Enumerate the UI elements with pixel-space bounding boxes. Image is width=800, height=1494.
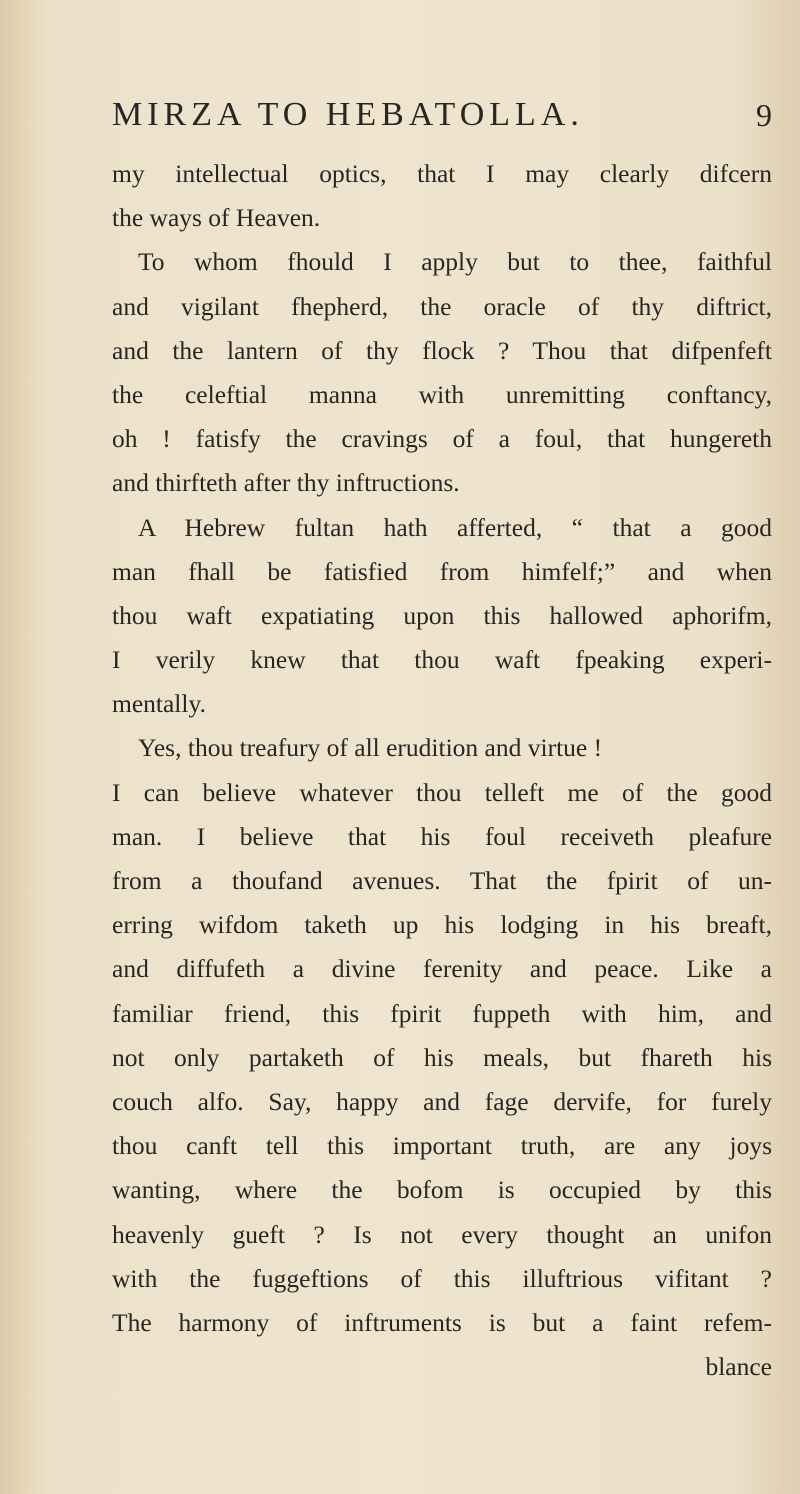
text-line: from a thoufand avenues. That the fpirit of un- bbox=[112, 866, 772, 895]
running-title: MIRZA TO HEBATOLLA. bbox=[112, 96, 584, 133]
text-line: I can believe whatever thou telleft me of the good bbox=[112, 777, 772, 807]
page-number: 9 bbox=[756, 97, 772, 133]
text-line: and thirfteth after thy inftructions. bbox=[112, 468, 460, 498]
text-line: erring wifdom taketh up his lodging in his breaft, bbox=[112, 910, 772, 940]
text-line: thou waft expatiating upon this hallowed aphorifm, bbox=[112, 600, 772, 630]
text-line: The harmony of inftruments is but a faint refem- bbox=[112, 1307, 772, 1337]
text-line: and diffufeth a divine ferenity and peace. Like a bbox=[112, 954, 772, 984]
text-line: I verily knew that thou waft fpeaking experi- bbox=[112, 645, 772, 675]
text-line: familiar friend, this fpirit fuppeth with him, and bbox=[112, 998, 772, 1028]
text-line: heavenly gueft ? Is not every thought an unifon bbox=[112, 1219, 772, 1249]
running-head bbox=[112, 90, 772, 140]
catchword: blance bbox=[705, 1352, 772, 1382]
body-text bbox=[112, 152, 772, 1389]
text-line: A Hebrew fultan hath afferted, “ that a good bbox=[138, 512, 772, 542]
text-line: and the lantern of thy flock ? Thou that difpenfeft bbox=[112, 335, 772, 365]
text-line: couch alfo. Say, happy and fage dervife, for furely bbox=[112, 1086, 772, 1116]
text-line: thou canft tell this important truth, are any joys bbox=[112, 1131, 772, 1161]
text-line: the celeftial manna with unremitting conftancy, bbox=[112, 379, 772, 409]
text-line: with the fuggeftions of this illuftrious vifitant ? bbox=[112, 1263, 772, 1293]
text-line: and vigilant fhepherd, the oracle of thy diftrict, bbox=[112, 291, 772, 321]
text-line: mentally. bbox=[112, 689, 206, 719]
text-line: the ways of Heaven. bbox=[112, 203, 321, 233]
text-line: Yes, thou treafury of all erudition and virtue ! bbox=[138, 733, 603, 763]
text-line: wanting, where the bofom is occupied by this bbox=[112, 1175, 772, 1205]
text-line: man fhall be fatisfied from himfelf;” and when bbox=[112, 556, 772, 586]
text-line: man. I believe that his foul receiveth pleafure bbox=[112, 821, 772, 851]
text-line: To whom fhould I apply but to thee, faithful bbox=[138, 247, 772, 277]
text-line: oh ! fatisfy the cravings of a foul, that hungereth bbox=[112, 424, 772, 454]
text-line: my intellectual optics, that I may clearly difcern bbox=[112, 159, 772, 188]
text-line: not only partaketh of his meals, but fhareth his bbox=[112, 1042, 772, 1072]
